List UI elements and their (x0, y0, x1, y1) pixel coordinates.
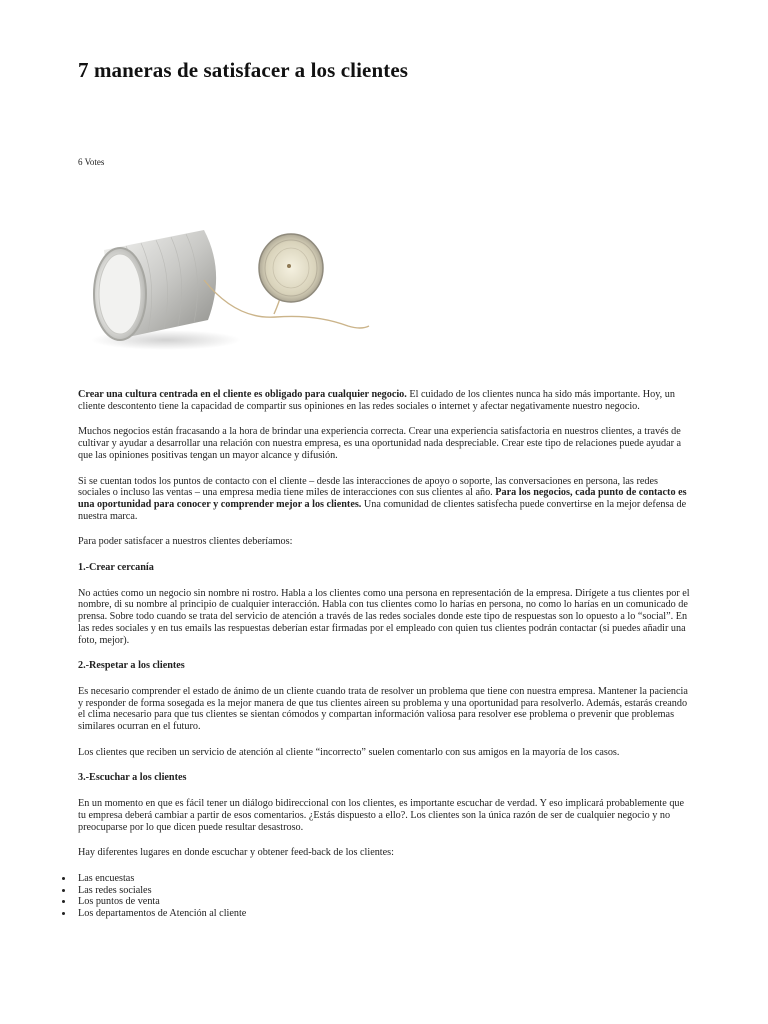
paragraph-1-text: El cuidado de los clientes nunca ha sido más importante. Hoy, un cliente descontento tiene la capacidad de compartir sus opiniones en las redes sociales o internet y afectar negativamente nuestro negocio. (78, 389, 675, 412)
paragraph-6: Es necesario comprender el estado de ánimo de un cliente cuando trata de resolver un problema que tiene con nuestra empresa. Mantener la paciencia y responder de forma sosegada es la mejor manera de que tus clientes aireen su problema y una oportunidad para resolverlo. Además, estarás creando el clima necesario para que tus clientes se sientan cómodos y compartan información valiosa para resolver ese problema o prevenir que problemas similares ocurran en el futuro. (78, 685, 688, 733)
tin-can-phone-image (86, 222, 376, 362)
bullet-icon (62, 900, 65, 903)
bullet-icon (62, 889, 65, 892)
paragraph-3-start: Si se cuentan todos los puntos de contacto con el cliente – desde las interacciones de apoyo o soporte, las conversaciones en persona, las redes sociales o incluso las ventas – una empresa media tiene miles de interacciones con sus clientes al año. (78, 475, 658, 499)
paragraph-1-bold: Crear una cultura centrada en el cliente es obligado para cualquier negocio. (78, 389, 407, 400)
section-heading-1: 1.-Crear cercanía (78, 562, 154, 574)
paragraph-3 (78, 476, 692, 523)
list-item: Los departamentos de Atención al cliente (78, 908, 692, 920)
list-item: Las redes sociales (78, 885, 692, 897)
bullet-icon (62, 877, 65, 880)
paragraph-3-bold: Para los negocios, cada punto de contacto es una oportunidad para conocer y comprender mejor a los clientes. (78, 487, 687, 510)
paragraph-1 (78, 389, 692, 412)
section-heading-3: 3.-Escuchar a los clientes (78, 772, 187, 784)
paragraph-4: Para poder satisfacer a nuestros clientes deberíamos: (78, 536, 293, 548)
article-title: 7 maneras de satisfacer a los clientes (78, 58, 409, 82)
section-heading-2: 2.-Respetar a los clientes (78, 660, 185, 672)
paragraph-9: Hay diferentes lugares en donde escuchar y obtener feed-back de los clientes: (78, 847, 394, 859)
list-item: Las encuestas (78, 873, 692, 885)
paragraph-2: Muchos negocios están fracasando a la hora de brindar una experiencia correcta. Crear una experiencia satisfactoria en nuestros clientes, a través de cultivar y ayudar a desarrollar una relación con nuestra empresa, es una oportunidad nada despreciable. Crear este tipo de relaciones puede ayudar a que las opiniones positivas tengan un mayor alcance y difusión. (78, 426, 682, 461)
paragraph-3-end: Una comunidad de clientes satisfecha puede convertirse en la mejor defensa de nuestra marca. (78, 498, 687, 522)
paragraph-7: Los clientes que reciben un servicio de atención al cliente “incorrecto” suelen comentarlo con sus amigos en la mayoría de los casos. (78, 746, 620, 758)
votes-count: 6 Votes (78, 157, 105, 167)
paragraph-8: En un momento en que es fácil tener un diálogo bidireccional con los clientes, es importante escuchar de verdad. Y eso implicará probablemente que tu empresa deberá cambiar a partir de esos comentarios. ¿Estás dispuesto a ello?. Los clientes son la única razón de ser de cualquier negocio y no preocuparse por lo que dicen puede resultar desastroso. (78, 798, 685, 833)
list-item: Los puntos de venta (78, 896, 692, 908)
paragraph-5: No actúes como un negocio sin nombre ni rostro. Habla a los clientes como una persona en representación de la empresa. Dirígete a tus clientes por el nombre, di su nombre al principio de cualquier interacción. Habla con tus clientes como lo harías en persona, no como lo harías en un comunicado de prensa. Sobre todo cuando se trata del servicio de atención a través de las redes sociales donde este tipo de respuestas son lo opuesto a lo “social”. En las redes sociales y en tus emails las respuestas deberían estar firmadas por el empleado con quien tus clientes podrán contactar (si puedes añadir una foto, mejor). (78, 587, 690, 646)
article-body (78, 389, 692, 920)
feedback-list (78, 873, 692, 920)
bullet-icon (62, 912, 65, 915)
